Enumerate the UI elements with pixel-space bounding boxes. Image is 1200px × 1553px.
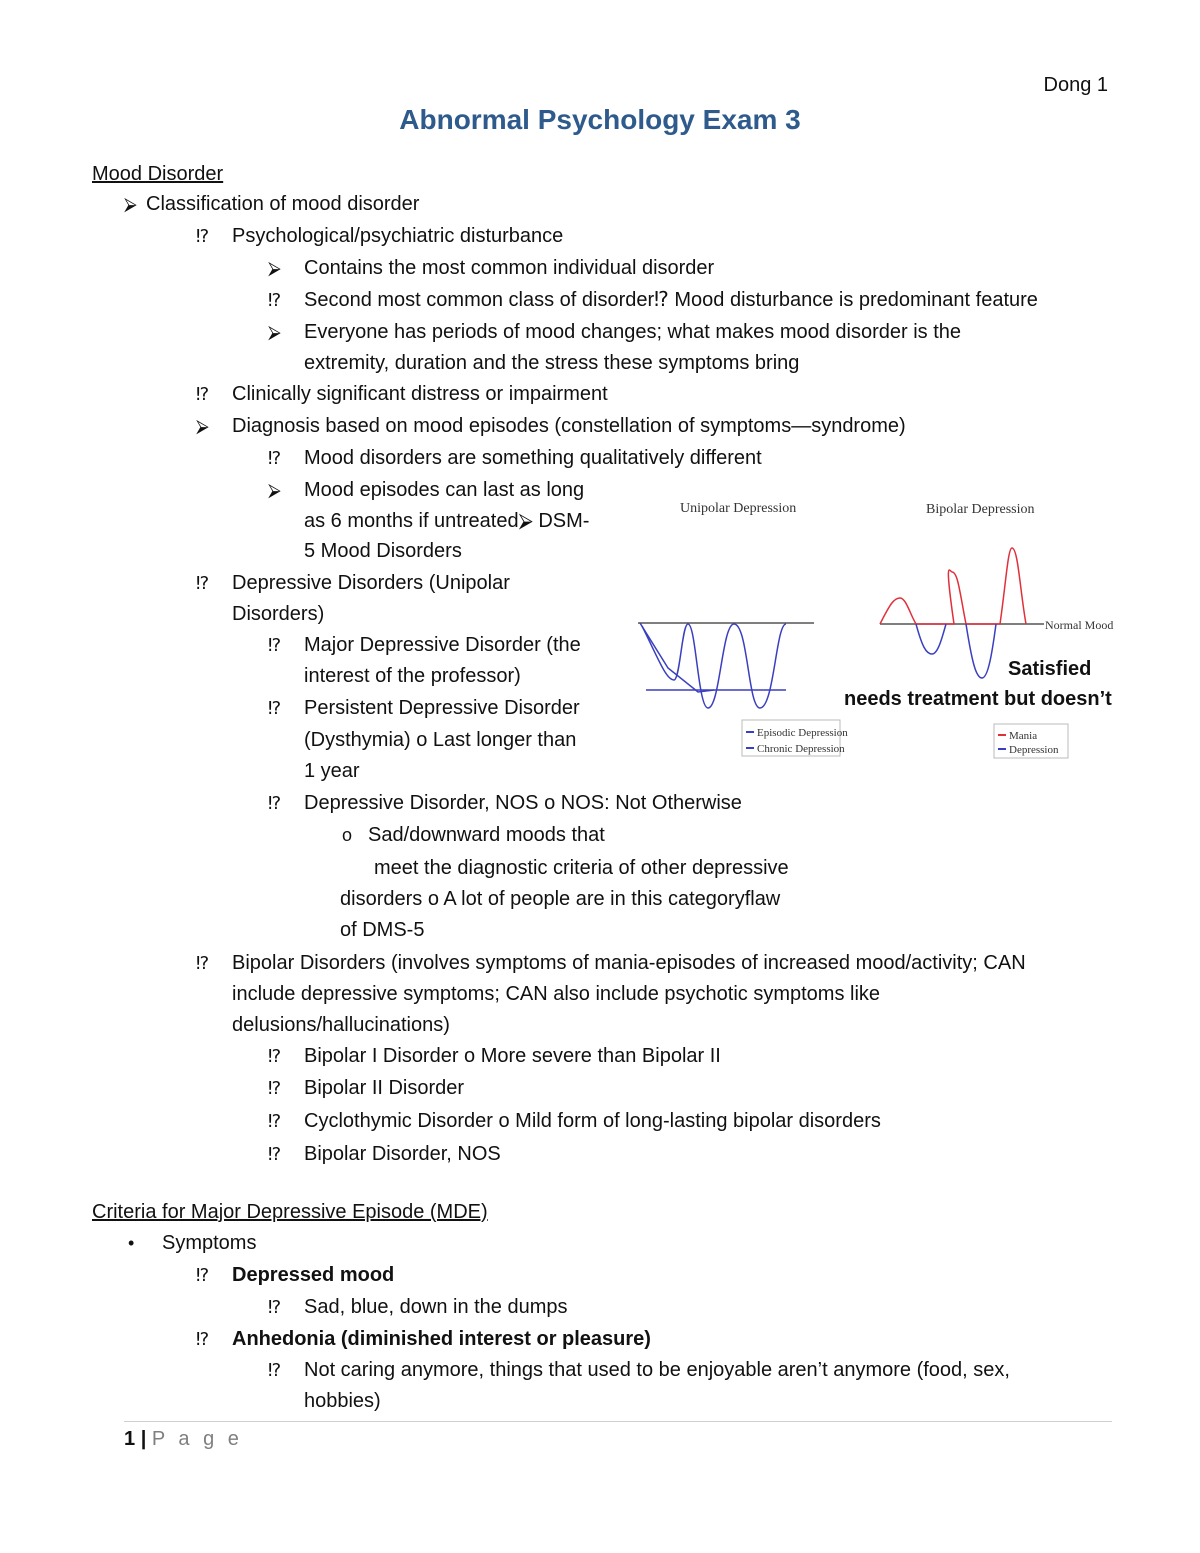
outline-item: Diagnosis based on mood episodes (constellation of symptoms—syndrome) <box>232 415 906 437</box>
box-bullet-icon: ⁉ <box>196 1329 210 1349</box>
arrow-bullet-icon: ⮚ <box>268 258 281 278</box>
arrow-bullet-icon: ⮚ <box>268 322 281 342</box>
outline-item: Major Depressive Disorder (the <box>304 634 581 656</box>
outline-item-continued: Disorders) <box>232 603 325 625</box>
outline-item-continued: as 6 months if untreated⮚ DSM- <box>304 510 590 532</box>
bipolar-depression-curve <box>916 624 996 678</box>
arrow-bullet-icon: ⮚ <box>196 416 209 436</box>
outline-item: Contains the most common individual disorder <box>304 257 715 279</box>
box-bullet-icon: ⁉ <box>268 1111 282 1131</box>
outline-item: Bipolar II Disorder <box>304 1077 465 1099</box>
outline-item: Depressive Disorder, NOS o NOS: Not Otherwise <box>304 792 742 814</box>
outline-item-continued: 5 Mood Disorders <box>304 540 462 562</box>
box-bullet-icon: ⁉ <box>268 290 282 310</box>
outline-item: Sad/downward moods that <box>368 824 605 846</box>
box-bullet-icon: ⁉ <box>268 1078 282 1098</box>
outline-item: Bipolar Disorder, NOS <box>304 1143 501 1165</box>
outline-item: Second most common class of disorder⁉ Mood disturbance is predominant feature <box>304 289 1038 311</box>
box-bullet-icon: ⁉ <box>196 384 210 404</box>
box-bullet-icon: ⁉ <box>268 448 282 468</box>
outline-item-continued: hobbies) <box>304 1390 381 1412</box>
outline-item: Persistent Depressive Disorder <box>304 697 580 719</box>
legend-depression: Depression <box>1009 744 1059 756</box>
annotation-satisfied: Satisfied <box>1008 658 1092 680</box>
outline-item-continued: meet the diagnostic criteria of other depressive <box>374 857 789 879</box>
box-bullet-icon: ⁉ <box>196 1265 210 1285</box>
box-bullet-icon: ⁉ <box>196 953 210 973</box>
chronic-depression-curve <box>640 623 714 692</box>
outline-item-continued: extremity, duration and the stress these symptoms bring <box>304 352 800 374</box>
outline-item-continued: (Dysthymia) o Last longer than <box>304 729 577 751</box>
box-bullet-icon: ⁉ <box>268 1360 282 1380</box>
outline-item: Clinically significant distress or impairment <box>232 383 608 405</box>
outline-item: Cyclothymic Disorder o Mild form of long-lasting bipolar disorders <box>304 1110 881 1132</box>
box-bullet-icon: ⁉ <box>268 1144 282 1164</box>
dot-bullet-icon: • <box>128 1233 135 1253</box>
normal-mood-label: Normal Mood <box>1045 618 1114 632</box>
page-footer <box>124 1428 243 1451</box>
section-heading-mde: Criteria for Major Depressive Episode (MDE) <box>92 1201 488 1223</box>
document-title: Abnormal Psychology Exam 3 <box>399 104 801 135</box>
outline-item-bold: Depressed mood <box>232 1264 395 1286</box>
page-word: P a g e <box>151 1428 243 1450</box>
box-bullet-icon: ⁉ <box>268 635 282 655</box>
outline-item: Not caring anymore, things that used to be enjoyable aren’t anymore (food, sex, <box>304 1359 1010 1381</box>
outline-item: Depressive Disorders (Unipolar <box>232 572 510 594</box>
arrow-bullet-icon: ⮚ <box>268 480 281 500</box>
outline-item: Psychological/psychiatric disturbance <box>232 225 564 247</box>
outline-item: Mood disorders are something qualitatively different <box>304 447 762 469</box>
running-head: Dong 1 <box>1043 74 1108 96</box>
section-heading-mood: Mood Disorder <box>92 163 224 185</box>
legend-chronic-depression: Chronic Depression <box>757 743 845 755</box>
outline-item-continued: include depressive symptoms; CAN also include psychotic symptoms like <box>232 983 881 1005</box>
figure-right-title: Bipolar Depression <box>926 502 1035 517</box>
outline-item-continued: of DMS-5 <box>340 919 425 941</box>
outline-item: Classification of mood disorder <box>146 193 420 215</box>
annotation-needs-treatment: needs treatment but doesn’t <box>844 688 1112 710</box>
box-bullet-icon: ⁉ <box>268 1046 282 1066</box>
box-bullet-icon: ⁉ <box>268 793 282 813</box>
arrow-bullet-icon: ⮚ <box>124 194 137 214</box>
legend-episodic-depression: Episodic Depression <box>757 727 848 739</box>
footer-rule <box>124 1421 1112 1422</box>
outline-item-bold: Anhedonia (diminished interest or pleasure) <box>232 1328 651 1350</box>
circle-bullet-icon: o <box>342 825 353 845</box>
box-bullet-icon: ⁉ <box>268 698 282 718</box>
outline-item-continued: delusions/hallucinations) <box>232 1014 450 1036</box>
episodic-depression-curve <box>642 624 786 708</box>
outline-item: Sad, blue, down in the dumps <box>304 1296 568 1318</box>
outline-item: Bipolar I Disorder o More severe than Bipolar II <box>304 1045 721 1067</box>
outline-item: Everyone has periods of mood changes; what makes mood disorder is the <box>304 321 962 343</box>
outline-item: Mood episodes can last as long <box>304 479 585 501</box>
box-bullet-icon: ⁉ <box>196 573 210 593</box>
legend-mania: Mania <box>1009 730 1038 742</box>
mood-diagram-figure <box>636 494 1116 766</box>
mania-curve <box>880 548 1026 624</box>
box-bullet-icon: ⁉ <box>268 1297 282 1317</box>
page-number: 1 <box>124 1428 136 1450</box>
page-separator: | <box>140 1428 147 1450</box>
outline-item-continued: disorders o A lot of people are in this categoryflaw <box>340 888 781 910</box>
figure-left-title: Unipolar Depression <box>680 501 797 516</box>
outline-item: Bipolar Disorders (involves symptoms of mania-episodes of increased mood/activity; CAN <box>232 952 1026 974</box>
box-bullet-icon: ⁉ <box>196 226 210 246</box>
outline-item-continued: 1 year <box>304 760 360 782</box>
outline-item: Symptoms <box>162 1232 257 1254</box>
outline-item-continued: interest of the professor) <box>304 665 521 687</box>
